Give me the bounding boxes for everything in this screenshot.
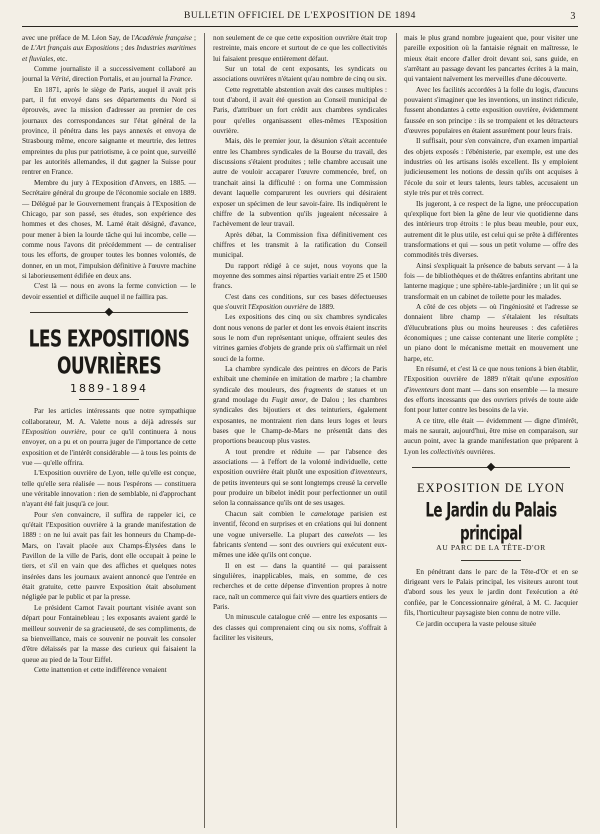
section-title: EXPOSITION DE LYON [417, 481, 565, 496]
paragraph: avec une préface de M. Léon Say, de l'Académie française ; de L'Art français aux Expositions ; des Industries maritimes et fluviales, etc. [22, 34, 196, 63]
paragraph: Mais, dès le premier jour, la désunion s'était accentuée entre les Chambres syndicales de la Bourse du travail, des discussions s'étaient produites ; telle chambre accusait une autre de vouloir accaparer l'œuvre commencée, bref, on tranchait ainsi la difficulté : on forma une Commission devant laquelle comparurent les ouvriers qui désiraient exposer un spécimen de leur savoir-faire. Ils indiquèrent le chiffre de la subvention qu'ils jugeaient nécessaire à l'achèvement de leur travail. [213, 137, 387, 229]
paragraph: C'est là — nous en avons la ferme conviction — le devoir essentiel et difficile auquel il ne faillira pas. [22, 282, 196, 301]
paragraph: Ce jardin occupera la vaste pelouse située [416, 619, 537, 628]
article-dates: 1889-1894 [70, 381, 148, 395]
paragraph: A côté de ces objets — où l'ingéniosité et l'adresse se donnaient libre champ — s'étalaient les résultats d'élucubrations plus ou moins heureuses : des cafetières économiques ; une caisse contenant une literie complète ; un piano dont le mécanisme mettait en mouvement une harpe, etc. [404, 302, 578, 363]
article-title: LES EXPOSITIONS OUVRIÈRES [28, 325, 190, 380]
ornament-divider [404, 461, 578, 473]
paragraph: Chacun sait combien le camelotage parisien est inventif, fécond en surprises et en créations qui lui donnent une vogue universelle. La plupart des camelots — les fabricants s'entend — sont des ouvriers qui exécutent eux-mêmes une idée qu'ils ont conçue. [213, 509, 387, 560]
paragraph: Le président Carnot l'avait pourtant visitée avant son départ pour Fontainebleau ; les exposants avaient gardé le meilleur souvenir de sa gracieuseté, de ses compliments, de sa bienveillance, mais ce souvenir ne pouvait les consoler d'être délaissés par la masse des curieux qui faisaient la queue au pied de la Tour Eiffel. [22, 603, 196, 664]
paragraph: Un minuscule catalogue créé — entre les exposants — des classes qui comprenaient cinq ou six noms, s'offrait à faciliter les visiteurs, [213, 613, 387, 642]
paragraph: Il suffisait, pour s'en convaincre, d'un examen impartial des objets exposés : l'ébénisterie, par exemple, est une des industries où les artisans isolés excellent. Ils y emploient judicieusement les notions de dessin qu'ils ont acquises à l'école du soir et leurs talents, leurs tables, accusaient un style très pur et très correct. [404, 137, 578, 198]
paragraph: En résumé, et c'est là ce que nous tenions à bien établir, l'Exposition ouvrière de 1889 n'était qu'une exposition d'inventeurs dont mant — dans son ensemble — la mesure des efforts incessants que des ouvriers privés de toute aide font pour lutter contre les besoins de la vie. [404, 365, 578, 415]
paragraph: Après débat, la Commission fixa définitivement ces chiffres et les transmit à la ratification du Conseil municipal. [213, 230, 387, 260]
paragraph: Avec les facilités accordées à la folle du logis, d'aucuns pouvaient s'imaginer que les inventions, un instinct ridicule, fussent abondantes à cette exposition ouvrière, évidemment faussée en son principe : ils se trompaient et les détracteurs d'œuvres populaires en étaient assurément pour leurs frais. [404, 85, 578, 136]
paragraph: Ainsi s'expliquait la présence de babuts servant — à la fois — de bibliothèques et de théâtres enfantins abritant une lanterne magique ; une sphère-table-jardinière ; un lit qui se transformait en un cabinet de toilette pour les malades. [404, 261, 578, 301]
column-divider [396, 33, 397, 828]
column-1 [22, 33, 196, 828]
column-divider [204, 33, 205, 828]
bulletin-title: BULLETIN OFFICIEL DE L'EXPOSITION DE 1894 [183, 11, 417, 21]
page-header [22, 8, 578, 26]
paragraph: non seulement de ce que cette exposition ouvrière était trop restreinte, mais encore et surtout de ce que les collectivités lui faisaient presque entièrement défaut. [213, 34, 387, 63]
header-rule [22, 26, 578, 27]
paragraph: Pour s'en convaincre, il suffira de rappeler ici, ce qu'était l'Exposition ouvrière à la grande manifestation de 1889 : on ne lui avait pas fait les honneurs du Champ-de-Mars, on l'avait placée aux Champs-Élysées dans le Pavillon de la ville de Paris, dont elle occupait à peine le tiers, et s'il en vain que des affiches et quelques notes insérées dans les journaux avaient annoncé que l'entrée en était gratuite, cette pauvre Exposition était absolument négligée par le public et par la presse. [22, 510, 196, 602]
column-3 [404, 33, 578, 828]
paragraph: Cette regrettable abstention avait des causes multiples : tout d'abord, il avait été question au Conseil municipal de Paris, d'attribuer un fort crédit aux chambres syndicales pour qu'elles organisassent elles-mêmes l'Exposition ouvrière. [213, 85, 387, 136]
paragraph: A ce titre, elle était — évidemment — digne d'intérêt, mais ne saurait, aujourd'hui, être mise en comparaison, sur aucun point, avec la grande manifestation que préparent à Lyon les collectivités ouvrières. [404, 416, 578, 456]
paragraph: C'est dans ces conditions, sur ces bases défectueuses que s'ouvrit l'Exposition ouvrière de 1889. [213, 292, 387, 311]
short-rule [461, 560, 521, 561]
paragraph: En pénétrant dans le parc de la Tête-d'Or et en se dirigeant vers le Palais principal, les visiteurs auront tout d'abord sous les yeux le jardin dont l'exécution a été confiée, par le Concessionnaire général, à M. C. Jacquier fils, l'horticulteur paysagiste bien connu de notre ville. [404, 567, 578, 618]
paragraph: Par les articles intéressants que notre sympathique collaborateur, M. A. Valette nous a déjà adressés sur l'Exposition ouvrière, pour ce qu'il continuera à nous envoyer, on a pu et on pourra juger de l'importance de cette exposition et de l'intérêt considérable — à tous les points de vue — qu'elle offrira. [22, 407, 196, 467]
short-rule [79, 399, 139, 400]
article-title: Le Jardin du Palais principal [425, 499, 557, 546]
paragraph: Cette inattention et cette indifférence venaient [34, 665, 167, 674]
paragraph: Les expositions des cinq ou six chambres syndicales dont nous venons de parler et dont les envois étaient inscrits sous le nom d'un représentant unique, offraient seules des vitrines garnies d'objets de grande prix où s'affirmait un réel souci de la forme. [213, 313, 387, 363]
ornament-divider [22, 306, 196, 318]
paragraph: Il en est — dans la quantité — qui paraissent singulières, inapplicables, mais, en somme, de ces recherches et de cette dépense d'invention propres à notre race, naît un commerce qui fait vivre des quartiers entiers de Paris. [213, 561, 387, 611]
paragraph: Comme journaliste il a successivement collaboré au journal la Vérité, direction Portalis, et au journal la France. [22, 65, 196, 84]
paragraph: Ils jugeront, à ce respect de la ligne, une préoccupation qu'explique fort bien la gêne de leur vie quotidienne dans des intérieurs trop étroits : le plus beau meuble, pour eux, autrement dit le plus utile, est celui qui se prête à différentes transformations et qui — sous un petit volume — offre des commodités très diverses. [404, 199, 578, 260]
paragraph: Du rapport rédigé à ce sujet, nous voyons que la moyenne des sommes ainsi réparties variait entre 25 et 1500 francs. [213, 261, 387, 291]
article-subtitle: AU PARC DE LA TÊTE-D'OR [436, 543, 546, 553]
paragraph: Sur un total de cent exposants, les syndicats ou associations ouvrières n'étaient qu'au nombre de cinq ou six. [213, 65, 387, 84]
column-2 [213, 33, 387, 828]
paragraph: Membre du jury à l'Exposition d'Anvers, en 1885. — Secrétaire général du groupe de l'économie sociale en 1889. — Délégué par le Gouvernement français à l'Exposition de Chicago, par son passé, ses études, son expérience des hommes et des choses, M. Lamé était désigné, d'avance, pour mener à bien la lourde tâche qui lui incombe, celle — comme nous l'avons dit précédemment — de centraliser tous les efforts, de grouper toutes les bonnes volontés, de donner, en un mot, l'impulsion définitive à l'œuvre machine si laborieusement édifiée en deux ans. [22, 178, 196, 280]
paragraph: En 1871, après le siège de Paris, auquel il avait pris part, il fut envoyé dans ses départements du Nord si éprouvés, avec la mission d'adresser au premier de ces journaux des correspondances sur l'état général de la province, il pénétra dans les pays annexés et envoya de Strasbourg même, encore saignante et meurtrie, des lettres empreintes du plus pur patriotisme, à ce point que, surveillé par les autorités allemandes, il dut gagner la Suisse pour rentrer en France. [22, 85, 196, 177]
paragraph: La chambre syndicale des peintres en décors de Paris exhibait une cheminée en imitation de marbre ; la chambre syndicale des mouleurs, des fragments de statues et un grand moulage du Fugit amor, de Dalou ; les chambres syndicales des bijoutiers et des teinturiers, également exposantes, ne montraient rien dans leurs loges et leurs bases que le Champ-de-Mars ne présentât dans des proportions beaucoup plus vastes. [213, 365, 387, 446]
page-number: 3 [570, 11, 576, 22]
paragraph: mais le plus grand nombre jugeaient que, pour visiter une pareille exposition où la fantaisie régnait en maîtresse, le mieux était encore d'aller droit devant soi, sans guide, en s'arrêtant au passage devant les pancartes écrites à la main, qui vantaient naïvement les merveilles d'une découverte. [404, 34, 578, 84]
paragraph: A tout prendre et réduite — par l'absence des associations — à l'effort de la volonté individuelle, cette exposition ouvrière était plutôt une exposition d'inventeurs, de petits inventeurs qui se sont longtemps creusé la cervelle pour produire un bibelot inédit pour perfectionner un outil selon la connaissance qu'ils ont de ses usages. [213, 447, 387, 508]
paragraph: L'Exposition ouvrière de Lyon, telle qu'elle est conçue, telle qu'elle sera réalisée — nous l'espérons — constituera une véritable innovation : rien de semblable, ni d'approchant n'ayant été fait jusqu'à ce jour. [22, 469, 196, 509]
